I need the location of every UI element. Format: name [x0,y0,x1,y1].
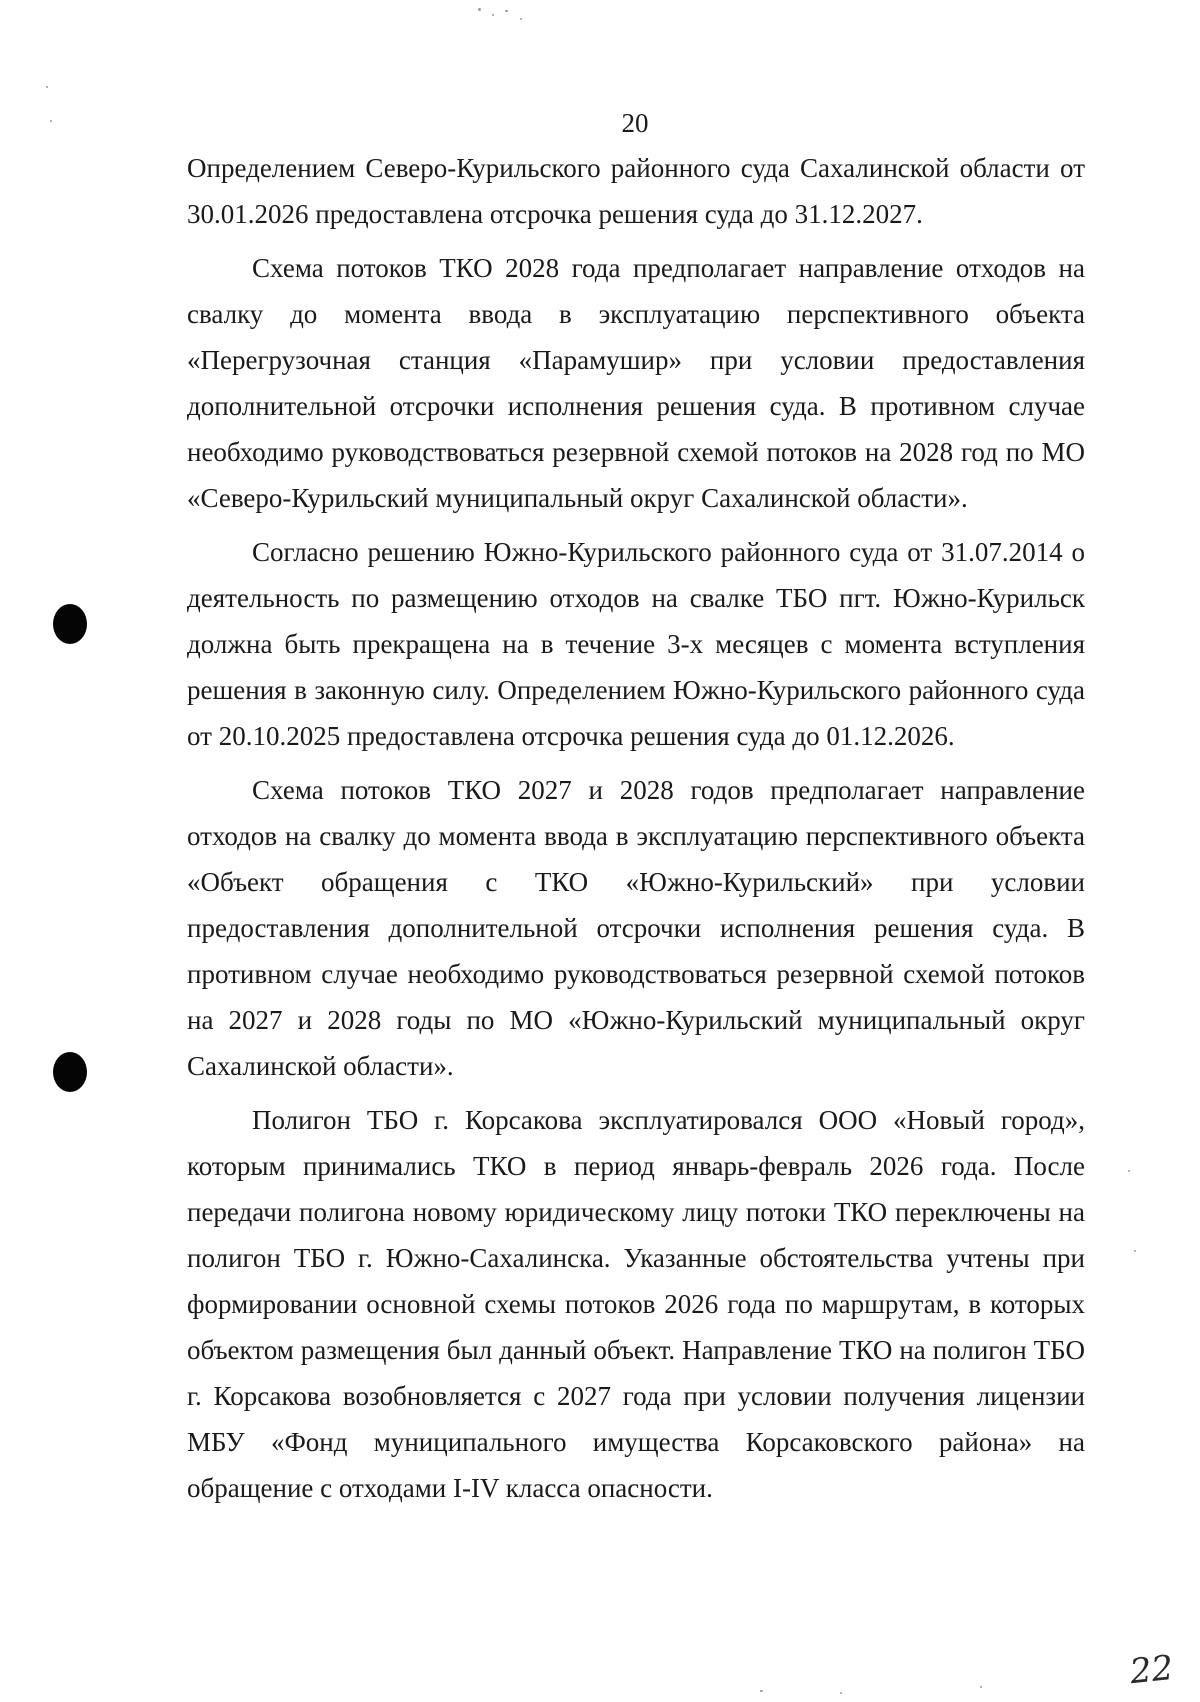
paragraph-4: Схема потоков ТКО 2027 и 2028 годов предполагает направление отходов на свалку до момента ввода в эксплуатацию перспективного объекта «Объект обращения с ТКО «Южно-Курильский» при условии предоставления дополнительной отсрочки исполнения решения суда. В противном случае необходимо руководствоваться резервной схемой потоков на 2027 и 2028 годы по МО «Южно-Курильский муниципальный округ Сахалинской области». [187,775,1085,1081]
scan-speck [505,10,508,12]
page-number: 20 [621,108,649,138]
binder-hole [53,1052,87,1092]
scan-speck [520,18,522,20]
paragraph-1: Определением Северо-Курильского районного суда Сахалинской области от 30.01.2026 предоставлена отсрочка решения суда до 31.12.2027. [187,153,1085,229]
scan-speck [50,120,52,122]
scan-speck [46,86,48,88]
handwritten-sheet-number: 22 [1128,1647,1176,1693]
scan-speck [1128,1170,1130,1172]
scan-speck [478,8,481,11]
binder-hole [53,604,87,644]
scan-speck [760,1690,763,1692]
scan-speck [1134,1250,1136,1252]
document-body [187,145,1085,1511]
scan-speck [840,1692,842,1694]
paragraph-2: Схема потоков ТКО 2028 года предполагает направление отходов на свалку до момента ввода в эксплуатацию перспективного объекта «Перегрузочная станция «Парамушир» при условии предоставления дополнительной отсрочки исполнения решения суда. В противном случае необходимо руководствоваться резервной схемой потоков на 2028 год по МО «Северо-Курильский муниципальный округ Сахалинской области». [187,253,1085,513]
paragraph-3: Согласно решению Южно-Курильского районного суда от 31.07.2014 о деятельность по размещению отходов на свалке ТБО пгт. Южно-Курильск должна быть прекращена на в течение 3-х месяцев с момента вступления решения в законную силу. Определением Южно-Курильского районного суда от 20.10.2025 предоставлена отсрочка решения суда до 01.12.2026. [187,537,1085,751]
scan-speck [492,14,494,16]
scan-speck [980,1686,982,1688]
paragraph-5: Полигон ТБО г. Корсакова эксплуатировался ООО «Новый город», которым принимались ТКО в период январь-февраль 2026 года. После передачи полигона новому юридическому лицу потоки ТКО переключены на полигон ТБО г. Южно-Сахалинска. Указанные обстоятельства учтены при формировании основной схемы потоков 2026 года по маршрутам, в которых объектом размещения был данный объект. Направление ТКО на полигон ТБО г. Корсакова возобновляется с 2027 года при условии получения лицензии МБУ «Фонд муниципального имущества Корсаковского района» на обращение с отходами I-IV класса опасности. [187,1105,1085,1503]
